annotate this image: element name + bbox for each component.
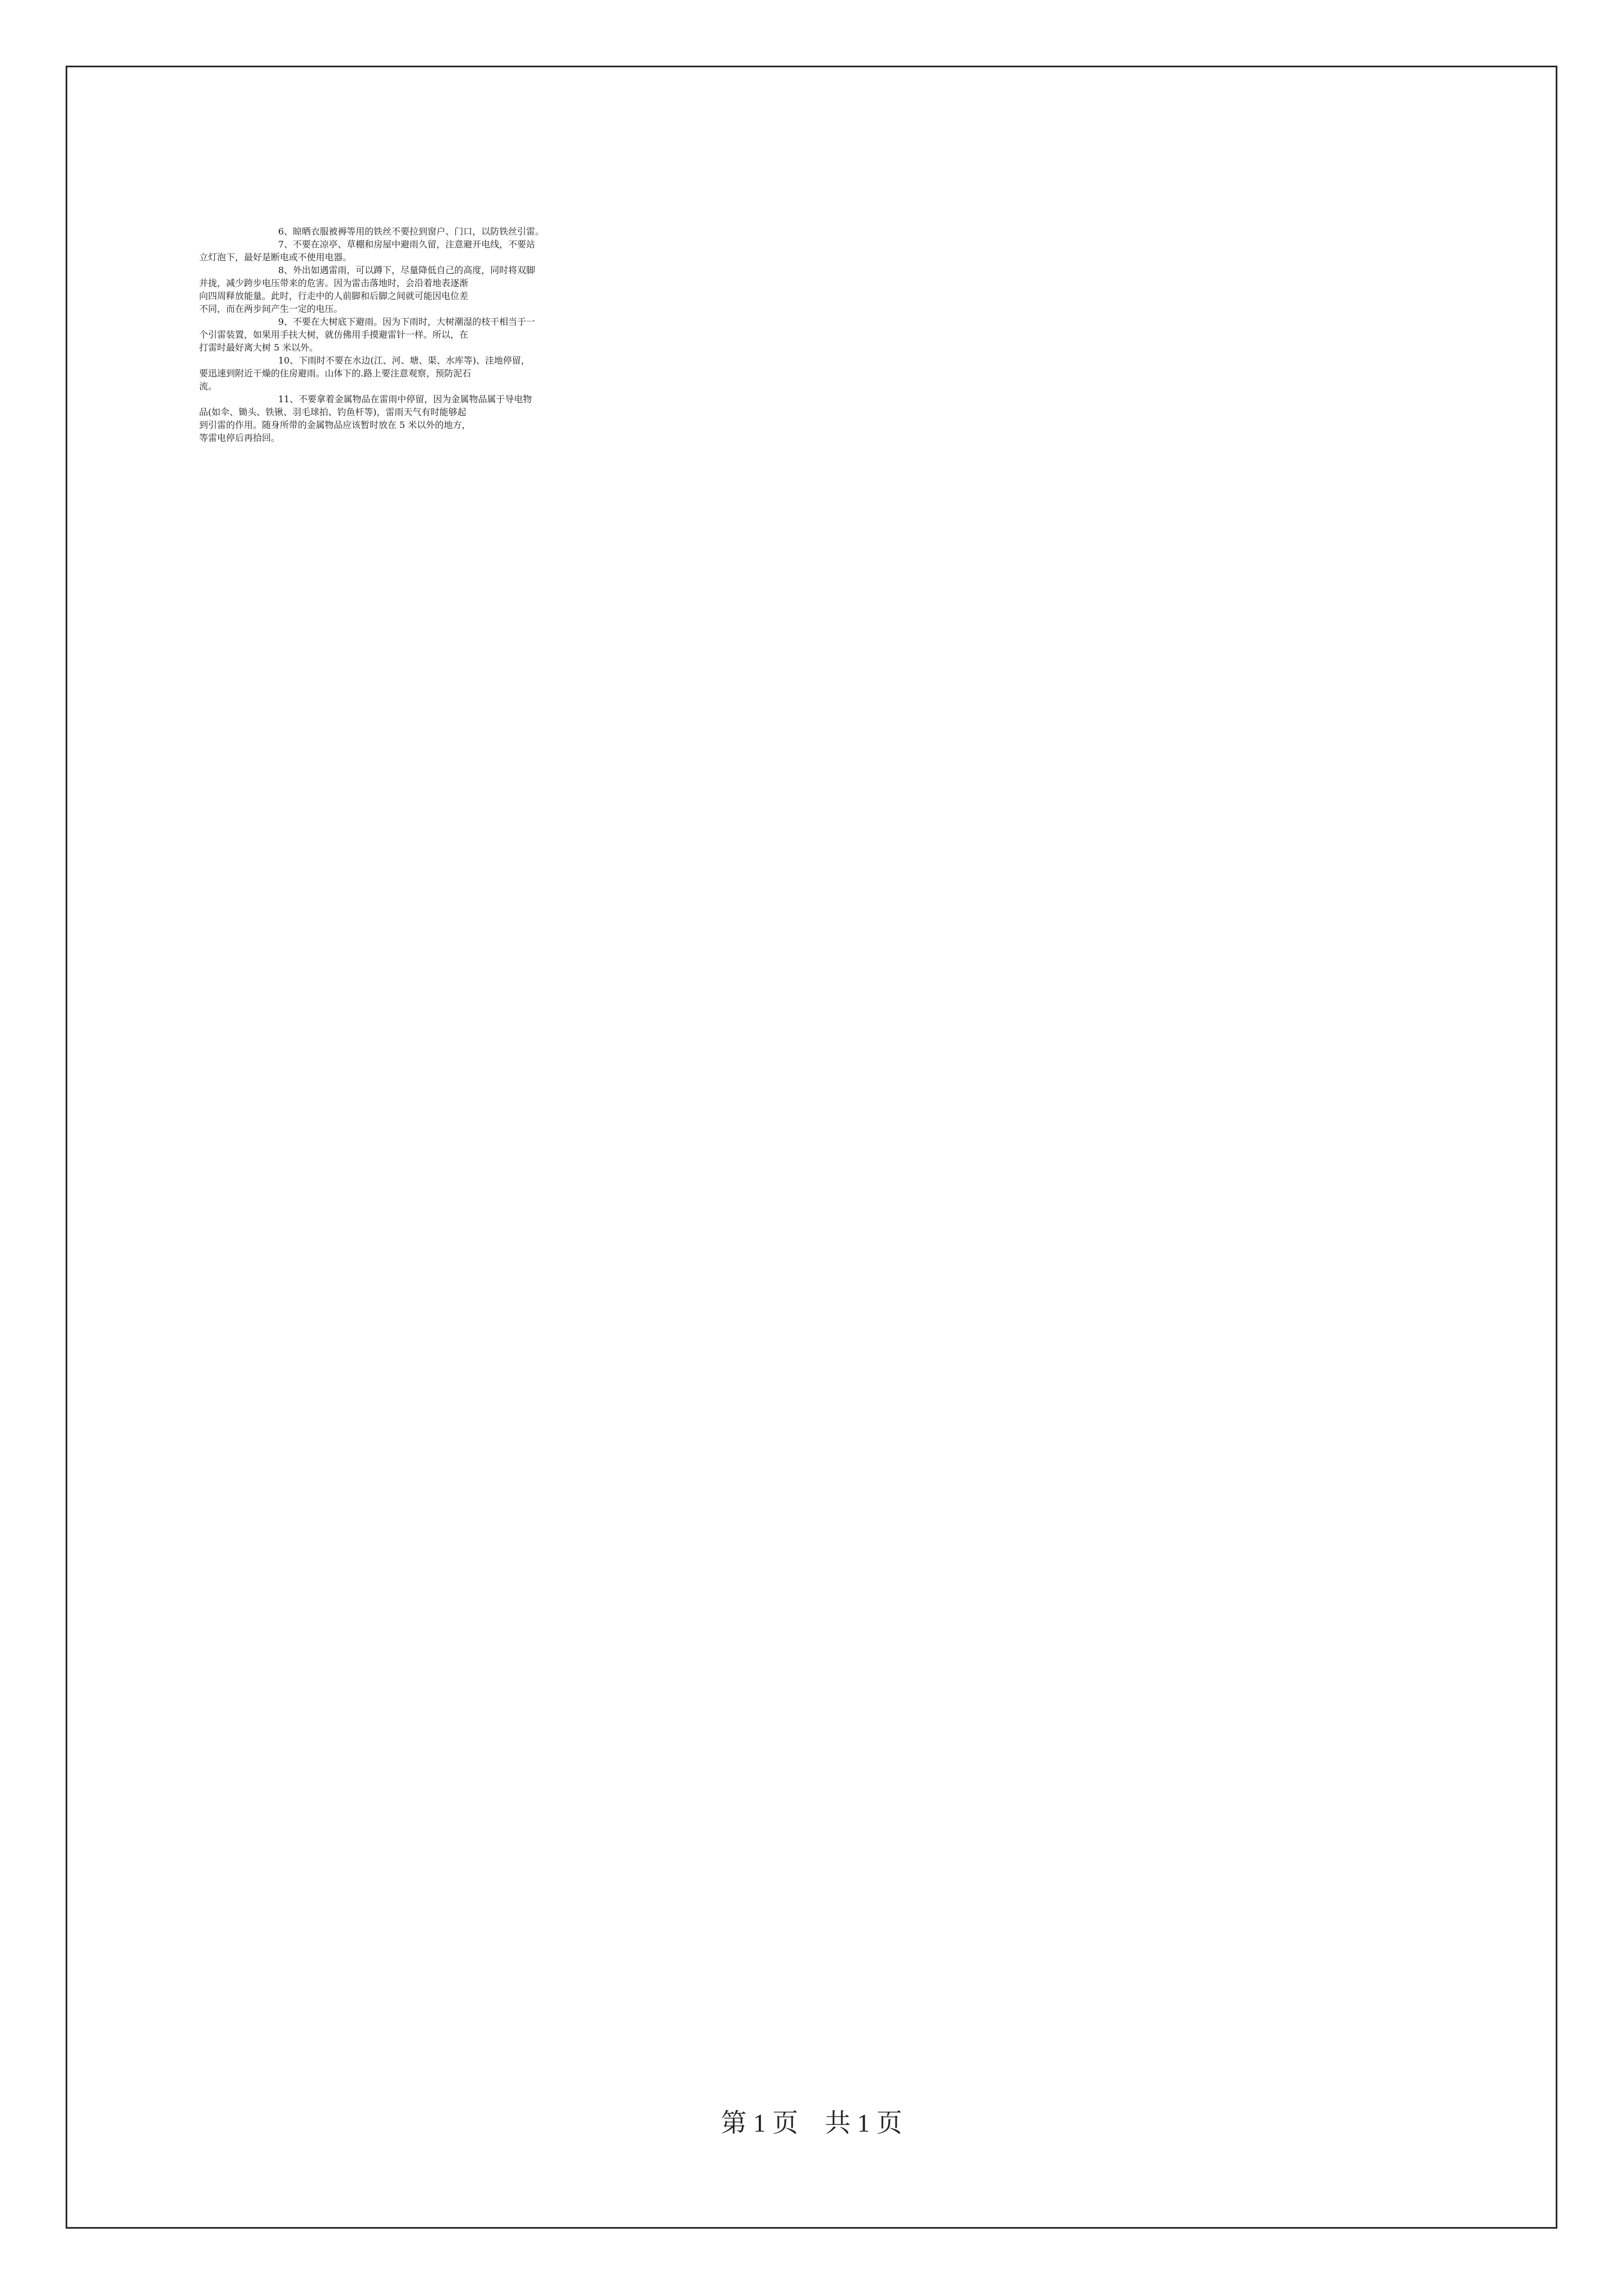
document-body: [199, 224, 1424, 444]
text-line: 9、不要在大树底下避雨。因为下雨时，大树潮湿的枝干相当于一: [278, 316, 536, 327]
paragraph-10: [199, 353, 1424, 392]
text-line: 11、不要拿着金属物品在雷雨中停留，因为金属物品属于导电物: [278, 394, 532, 404]
text-line: 向四周释放能量。此时，行走中的人前脚和后脚之间就可能因电位差: [199, 291, 469, 301]
page-number: 第 1 页: [721, 2109, 799, 2137]
text-line: 到引雷的作用。随身所带的金属物品应该暂时放在 5 米以外的地方，: [199, 420, 471, 430]
page-total: 共 1 页: [824, 2109, 902, 2137]
text-line: 8、外出如遇雷雨，可以蹲下，尽量降低自己的高度，同时将双脚: [278, 265, 536, 275]
text-line: 6、晾晒衣服被褥等用的铁丝不要拉到窗户、门口，以防铁丝引雷。: [278, 226, 545, 237]
text-line: 7、不要在凉亭、草棚和房屋中避雨久留，注意避开电线，不要站: [278, 239, 536, 250]
paragraph-8: [199, 263, 1424, 315]
page-footer: [0, 2102, 1623, 2139]
text-line: 10、下雨时不要在水边(江、河、塘、渠、水库等)、洼地停留，: [278, 355, 530, 366]
paragraph-11: [199, 392, 1424, 444]
text-line: 要迅速到附近干燥的住房避雨。山体下的.路上要注意观察，预防泥石: [199, 368, 472, 379]
text-line: 等雷电停后再拾回。: [199, 432, 280, 443]
text-line: 并拢，减少跨步电压带来的危害。因为雷击落地时，会沿着地表逐渐: [199, 278, 469, 288]
text-line: 打雷时最好离大树 5 米以外。: [199, 342, 319, 353]
paragraph-9: [199, 315, 1424, 353]
text-line: 流。: [199, 381, 218, 392]
paragraph-7: [199, 237, 1424, 263]
text-line: 品(如伞、锄头、铁锹、羽毛球拍、钓鱼杆等)，雷雨天气有时能够起: [199, 407, 467, 417]
paragraph-6: [199, 224, 1424, 237]
text-line: 立灯泡下，最好是断电或不使用电器。: [199, 252, 352, 263]
text-line: 不同，而在两步间产生一定的电压。: [199, 303, 343, 314]
text-line: 个引雷装置，如果用手扶大树，就仿佛用手摸避雷针一样。所以，在: [199, 329, 469, 340]
